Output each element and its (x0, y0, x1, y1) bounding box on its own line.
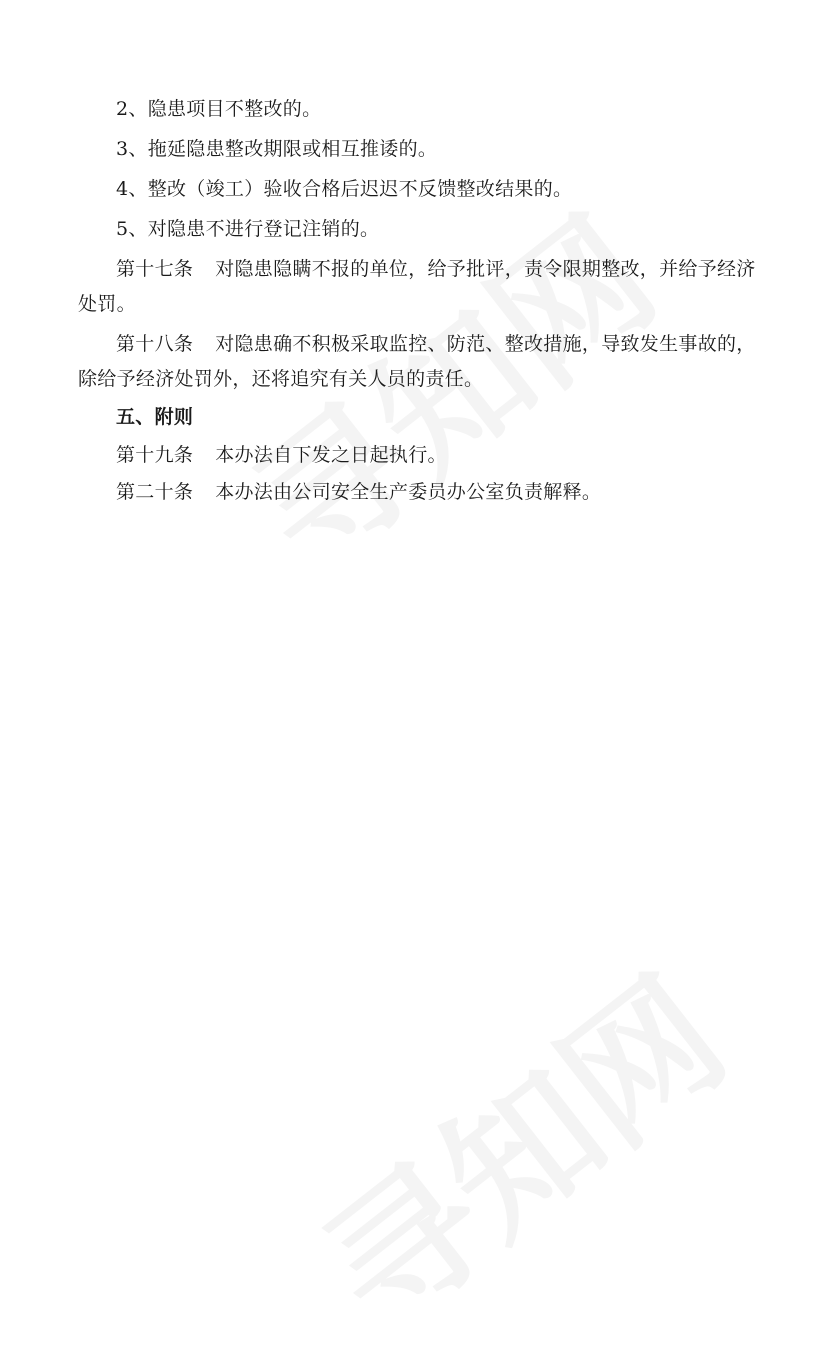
article-text: 本办法自下发之日起执行。 (215, 444, 447, 466)
article-18 (78, 327, 758, 397)
article-19 (78, 438, 758, 473)
list-item (78, 172, 758, 207)
article-text: 对隐患隐瞒不报的单位，给予批评，责令限期整改，并给予经济处罚。 (78, 258, 756, 315)
article-20 (78, 475, 758, 510)
list-item (78, 132, 758, 167)
list-item-text: 5、对隐患不进行登记注销的。 (116, 218, 380, 240)
article-number: 第十七条 (116, 258, 194, 280)
list-item-text: 4、整改（竣工）验收合格后迟迟不反馈整改结果的。 (116, 178, 573, 200)
section-heading-text: 五、附则 (116, 406, 194, 428)
list-item (78, 212, 758, 247)
article-number: 第二十条 (116, 481, 194, 503)
list-item (78, 92, 758, 127)
article-text: 对隐患确不积极采取监控、防范、整改措施，导致发生事故的，除给予经济处罚外，还将追究有关人员的责任。 (78, 333, 756, 390)
article-number: 第十八条 (116, 333, 194, 355)
article-17 (78, 252, 758, 322)
article-number: 第十九条 (116, 444, 194, 466)
section-heading (78, 402, 758, 432)
list-item-text: 2、隐患项目不整改的。 (116, 98, 322, 120)
list-item-text: 3、拖延隐患整改期限或相互推诿的。 (116, 138, 438, 160)
article-text: 本办法由公司安全生产委员办公室负责解释。 (215, 481, 602, 503)
document-body (78, 92, 758, 512)
watermark (302, 957, 749, 1352)
